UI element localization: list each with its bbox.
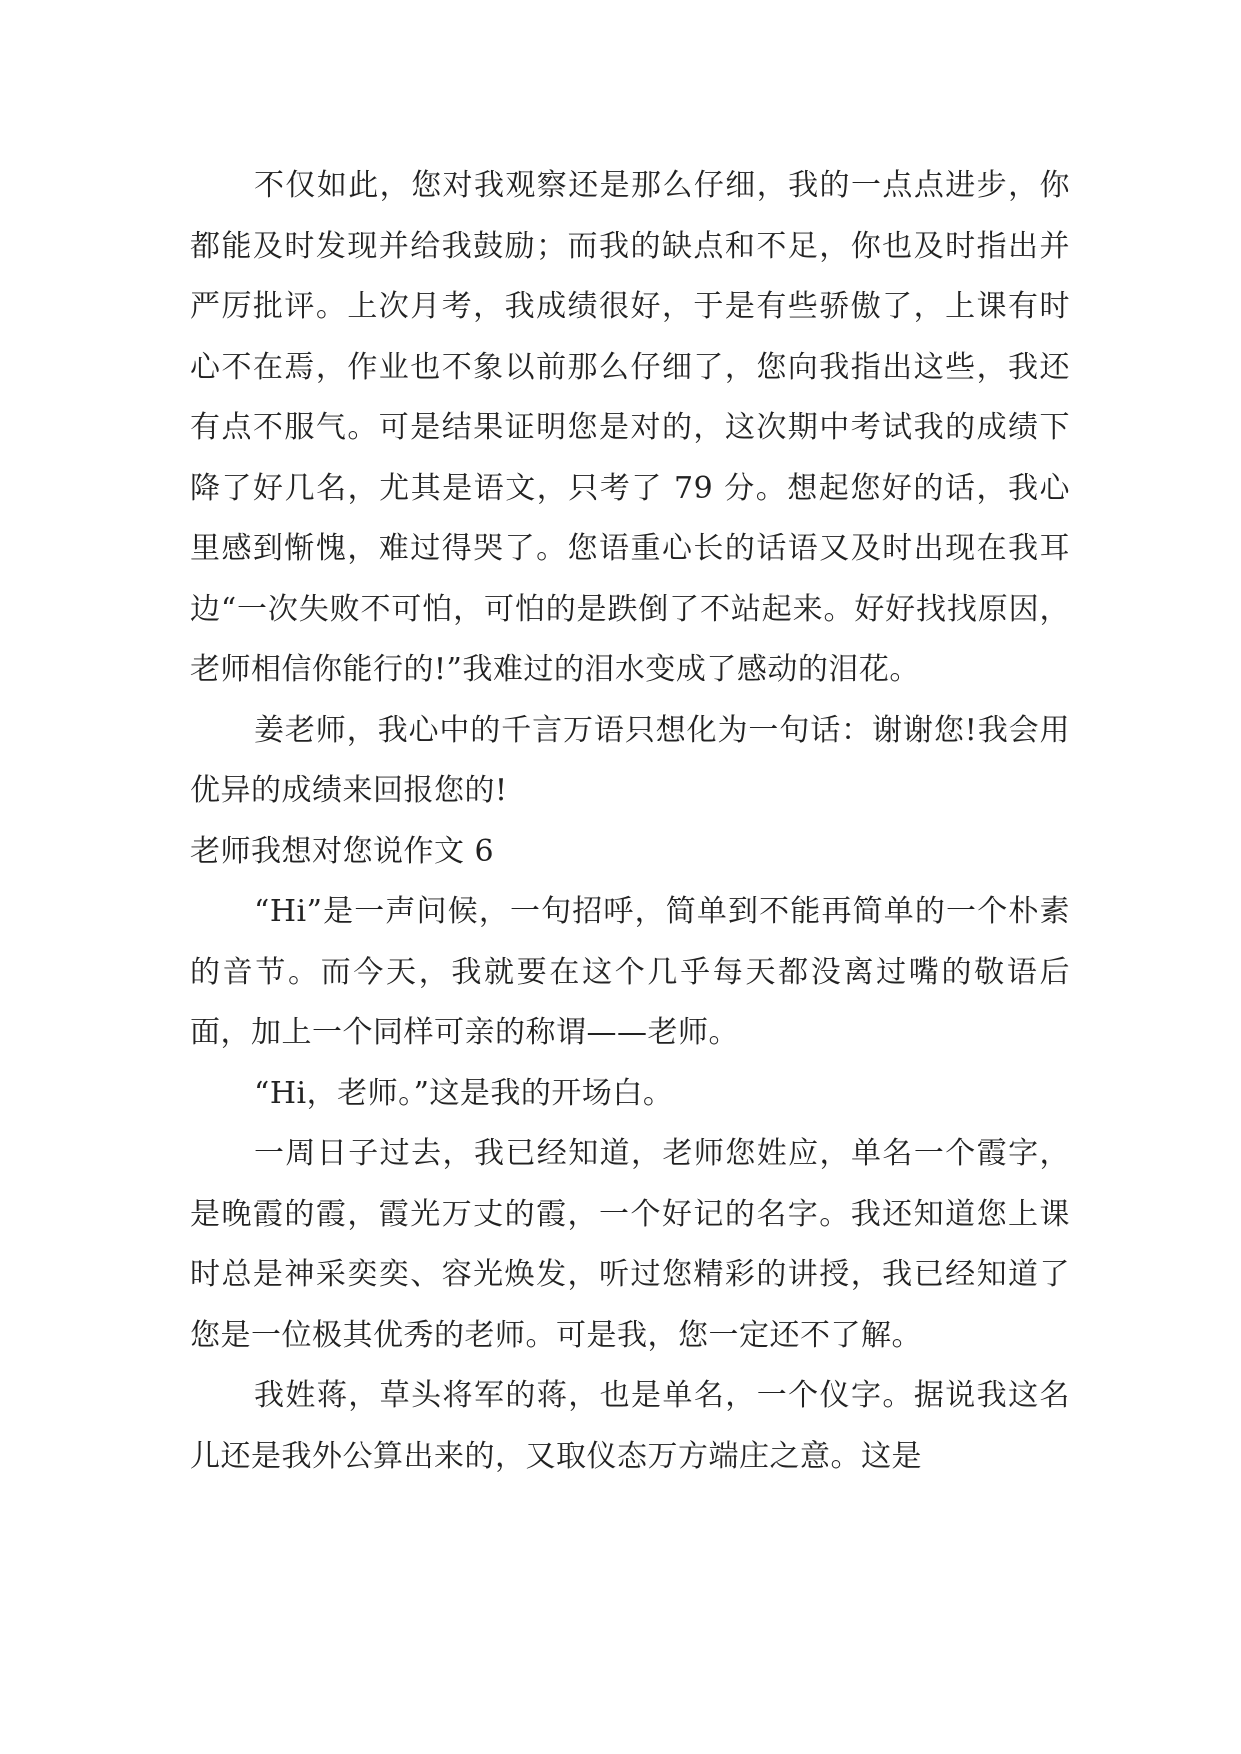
document-body bbox=[190, 156, 1070, 1487]
body-paragraph: “Hi”是一声问候，一句招呼，简单到不能再简单的一个朴素的音节。而今天，我就要在这个几乎每天都没离过嘴的敬语后面，加上一个同样可亲的称谓——老师。 bbox=[190, 894, 1070, 1050]
body-paragraph: “Hi，老师。”这是我的开场白。 bbox=[254, 1075, 674, 1111]
body-paragraph: 一周日子过去，我已经知道，老师您姓应，单名一个霞字，是晚霞的霞，霞光万丈的霞，一个好记的名字。我还知道您上课时总是神采奕奕、容光焕发，听过您精彩的讲授，我已经知道了您是一位极其优秀的老师。可是我，您一定还不了解。 bbox=[190, 1136, 1070, 1353]
body-paragraph: 我姓蒋，草头将军的蒋，也是单名，一个仪字。据说我这名儿还是我外公算出来的，又取仪态万方端庄之意。这是 bbox=[190, 1378, 1070, 1474]
section-heading: 老师我想对您说作文 6 bbox=[190, 833, 495, 869]
body-paragraph: 姜老师，我心中的千言万语只想化为一句话：谢谢您!我会用优异的成绩来回报您的! bbox=[190, 712, 1070, 808]
body-paragraph: 不仅如此，您对我观察还是那么仔细，我的一点点进步，你都能及时发现并给我鼓励；而我的缺点和不足，你也及时指出并严厉批评。上次月考，我成绩很好，于是有些骄傲了，上课有时心不在焉，作业也不象以前那么仔细了，您向我指出这些，我还有点不服气。可是结果证明您是对的，这次期中考试我的成绩下降了好几名，尤其是语文，只考了 79 分。想起您好的话，我心里感到惭愧，难过得哭了。您语重心长的话语又及时出现在我耳边“一次失败不可怕，可怕的是跌倒了不站起来。好好找找原因，老师相信你能行的!”我难过的泪水变成了感动的泪花。 bbox=[190, 168, 1070, 687]
